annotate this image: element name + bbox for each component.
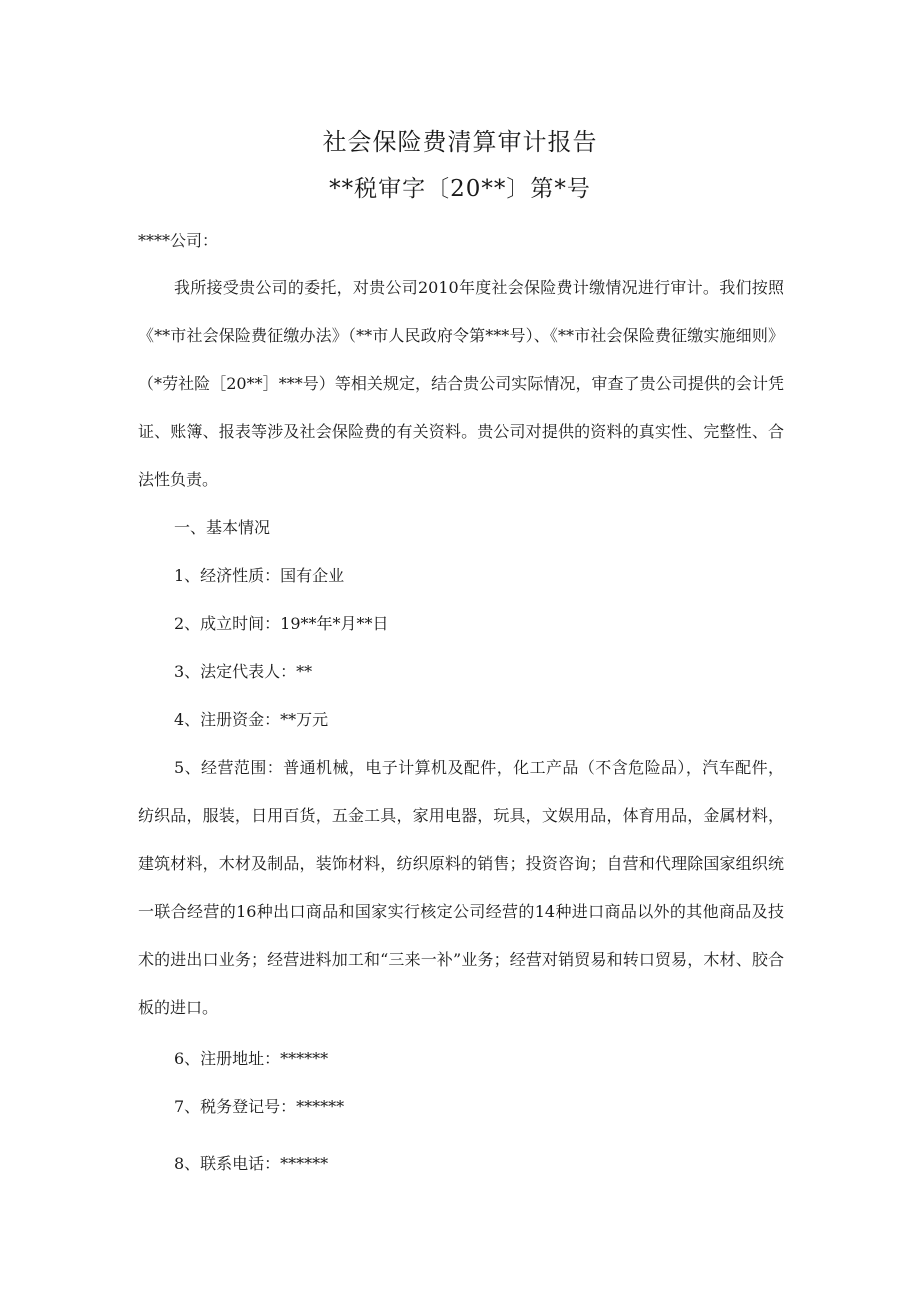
info-item-contact-phone: 8、联系电话：****** — [174, 1154, 329, 1173]
info-item-established-date: 2、成立时间：19**年*月**日 — [174, 614, 389, 633]
info-item-economic-nature: 1、经济性质：国有企业 — [174, 566, 345, 585]
info-item-registered-capital: 4、注册资金：**万元 — [174, 710, 329, 729]
info-item-business-scope: 5、经营范围：普通机械，电子计算机及配件，化工产品（不含危险品），汽车配件，纺织品，服装，日用百货，五金工具，家用电器，玩具，文娱用品，体育用品，金属材料，建筑材料，木材及制品，装饰材料，纺织原料的销售；投资咨询；自营和代理除国家组织统一联合经营的16种出口商品和国家实行核定公司经营的14种进口商品以外的其他商品及技术的进出口业务；经营进料加工和“三来一补”业务；经营对销贸易和转口贸易，木材、胶合板的进口。 — [138, 758, 784, 1017]
intro-paragraph: 我所接受贵公司的委托，对贵公司2010年度社会保险费计缴情况进行审计。我们按照《**市社会保险费征缴办法》（**市人民政府令第***号）、《**市社会保险费征缴实施细则》（*劳社险［20**］***号）等相关规定，结合贵公司实际情况，审查了贵公司提供的会计凭证、账簿、报表等涉及社会保险费的有关资料。贵公司对提供的资料的真实性、完整性、合法性负责。 — [138, 278, 784, 489]
report-title: 社会保险费清算审计报告 — [322, 128, 598, 156]
info-item-registered-address: 6、注册地址：****** — [174, 1049, 329, 1068]
section-heading: 一、基本情况 — [174, 518, 271, 537]
info-item-legal-representative: 3、法定代表人：** — [174, 662, 313, 681]
addressee: ****公司： — [138, 231, 219, 250]
document-number: **税审字〔20**〕第*号 — [329, 176, 591, 202]
info-item-tax-registration-number: 7、税务登记号：****** — [174, 1097, 345, 1116]
